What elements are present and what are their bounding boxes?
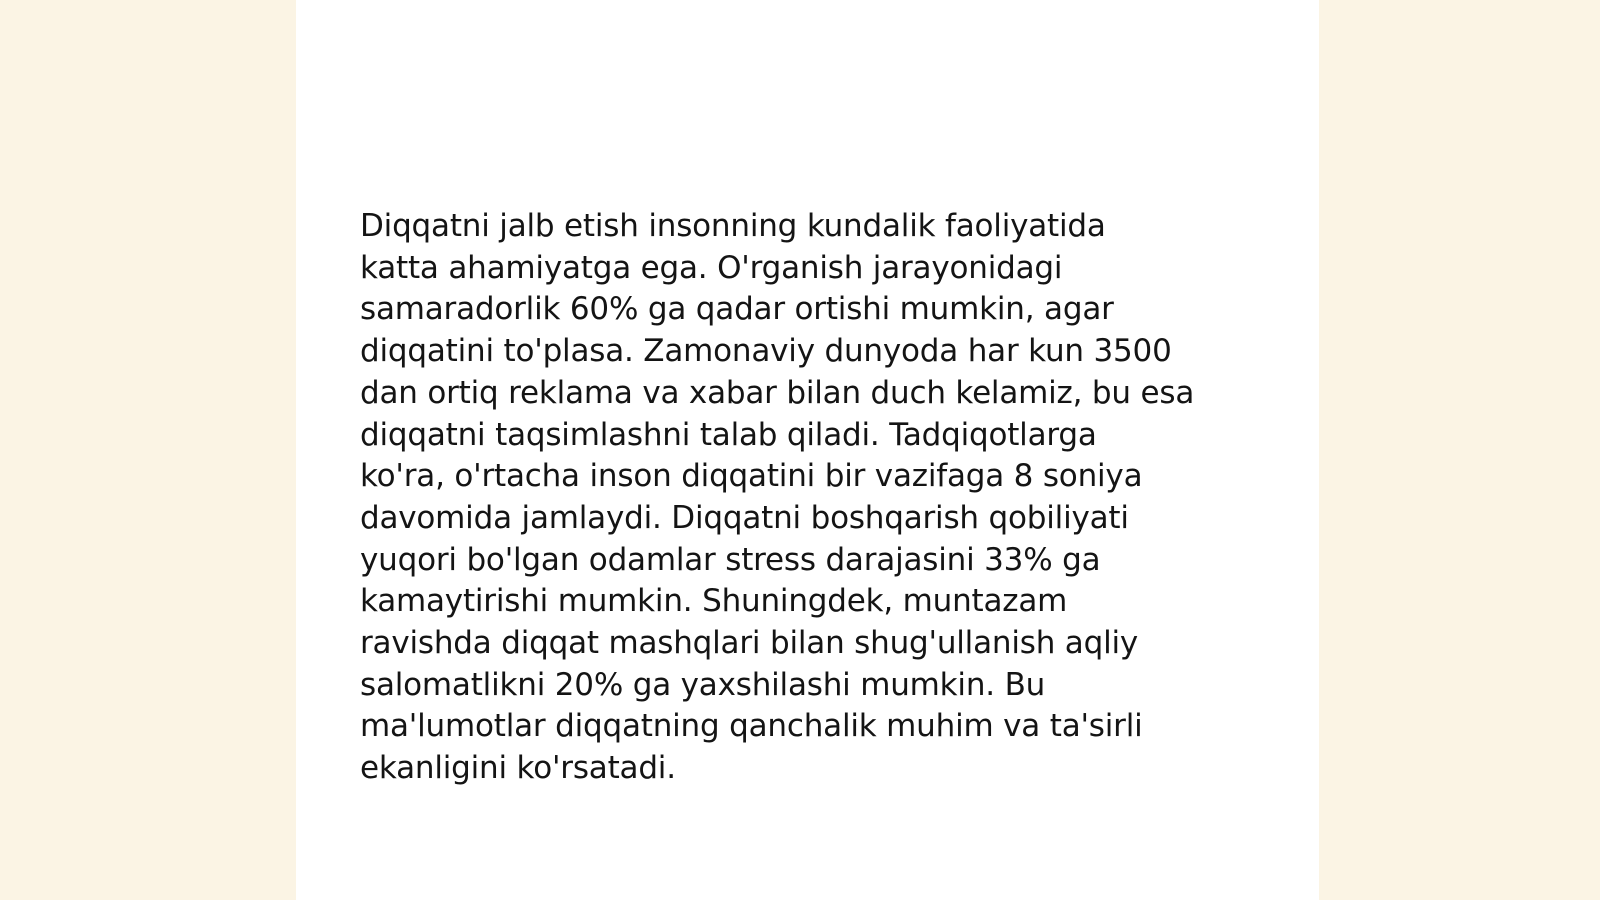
- paragraph-line: kamaytirishi mumkin. Shuningdek, muntazam: [360, 583, 1068, 620]
- paragraph-line: ravishda diqqat mashqlari bilan shug'ullanish aqliy: [360, 625, 1139, 662]
- paragraph-line: davomida jamlaydi. Diqqatni boshqarish qobiliyati: [360, 499, 1129, 536]
- paragraph-line: salomatlikni 20% ga yaxshilashi mumkin. Bu: [360, 666, 1046, 703]
- paragraph-line: katta ahamiyatga ega. O'rganish jarayonidagi: [360, 249, 1063, 286]
- paragraph-line: ma'lumotlar diqqatning qanchalik muhim va ta'sirli: [360, 708, 1143, 745]
- paragraph-line: samaradorlik 60% ga qadar ortishi mumkin, agar: [360, 291, 1114, 328]
- paragraph-line: Diqqatni jalb etish insonning kundalik faoliyatida: [360, 208, 1106, 244]
- paragraph-line: dan ortiq reklama va xabar bilan duch kelamiz, bu esa: [360, 374, 1195, 411]
- body-paragraph: [360, 206, 1260, 790]
- paragraph-line: diqqatini to'plasa. Zamonaviy dunyoda har kun 3500: [360, 333, 1172, 370]
- paragraph-line: diqqatni taqsimlashni talab qiladi. Tadqiqotlarga: [360, 416, 1097, 453]
- document-page: [296, 0, 1319, 900]
- paragraph-line: ekanligini ko'rsatadi.: [360, 750, 676, 787]
- paragraph-line: yuqori bo'lgan odamlar stress darajasini 33% ga: [360, 541, 1101, 578]
- paragraph-line: ko'ra, o'rtacha inson diqqatini bir vazifaga 8 soniya: [360, 458, 1143, 495]
